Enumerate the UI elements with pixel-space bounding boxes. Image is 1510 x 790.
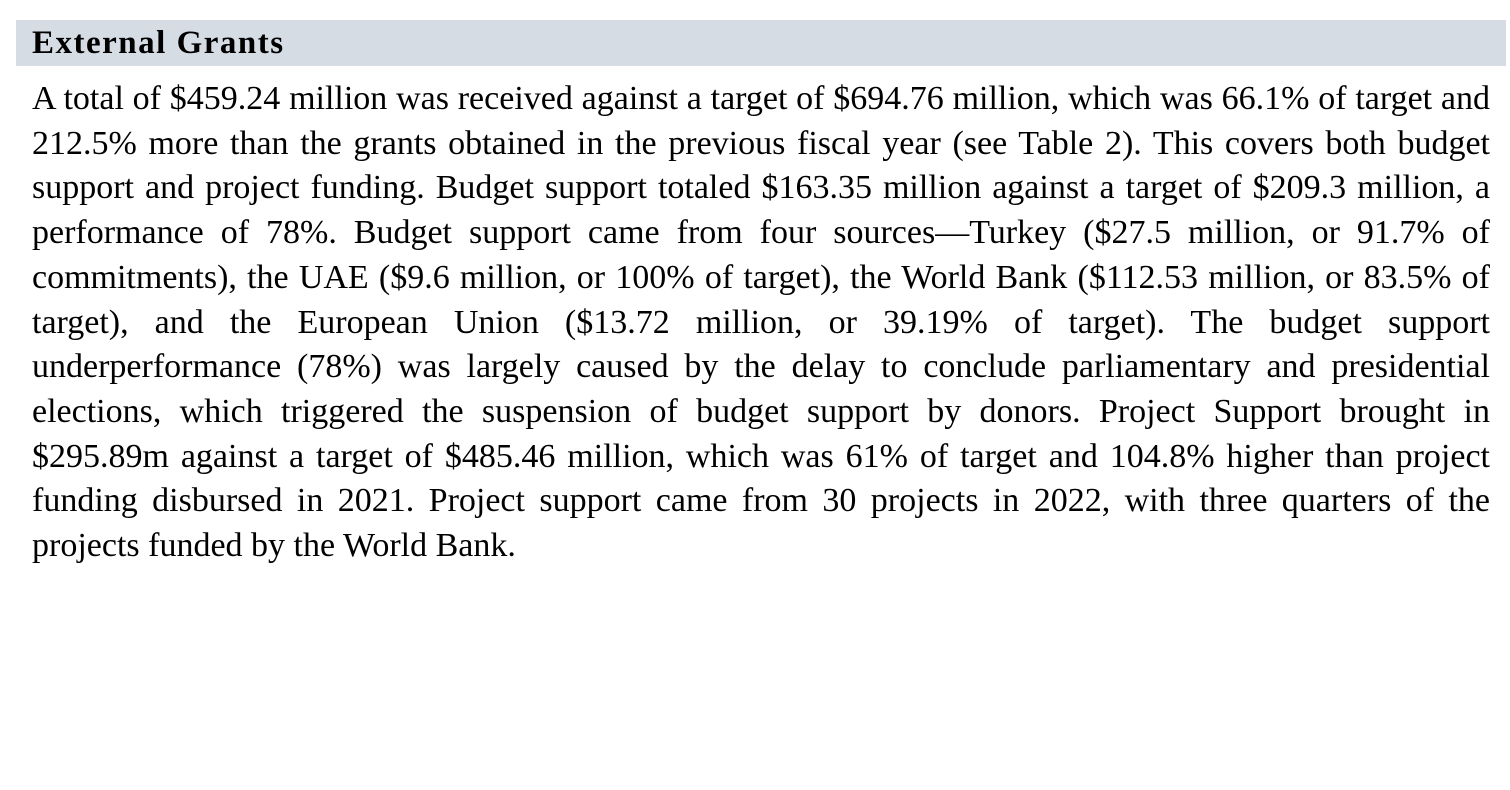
section-heading: External Grants [16,20,1506,66]
external-grants-section [16,20,1506,569]
section-body-paragraph: A total of $459.24 million was received against a target of $694.76 million, which was 66.1% of target and 212.5% more than the grants obtained in the previous fiscal year (see Table 2). This covers both budget support and project funding. Budget support totaled $163.35 million against a target of $209.3 million, a performance of 78%. Budget support came from four sources—Turkey ($27.5 million, or 91.7% of commitments), the UAE ($9.6 million, or 100% of target), the World Bank ($112.53 million, or 83.5% of target), and the European Union ($13.72 million, or 39.19% of target). The budget support underperformance (78%) was largely caused by the delay to conclude parliamentary and presidential elections, which triggered the suspension of budget support by donors. Project Support brought in $295.89m against a target of $485.46 million, which was 61% of target and 104.8% higher than project funding disbursed in 2021. Project support came from 30 projects in 2022, with three quarters of the projects funded by the World Bank. [32,80,1490,565]
